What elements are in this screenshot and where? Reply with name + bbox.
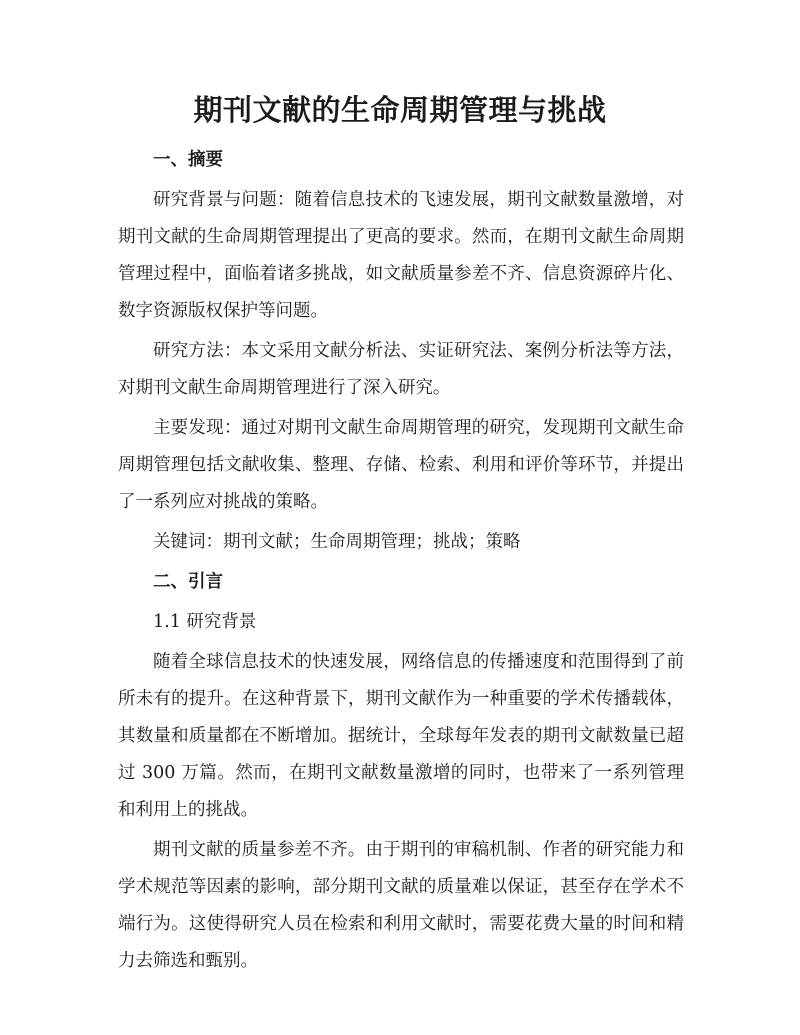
intro-paragraph-1: 随着全球信息技术的快速发展，网络信息的传播速度和范围得到了前所未有的提升。在这种背景下，期刊文献作为一种重要的学术传播载体，其数量和质量都在不断增加。据统计，全球每年发表的期刊文献数量已超过 300 万篇。然而，在期刊文献数量激增的同时，也带来了一系列管理和利用上的挑战。	[118, 652, 684, 820]
document-title: 期刊文献的生命周期管理与挑战	[193, 93, 607, 127]
intro-paragraph-2: 期刊文献的质量参差不齐。由于期刊的审稿机制、作者的研究能力和学术规范等因素的影响，部分期刊文献的质量难以保证，甚至存在学术不端行为。这使得研究人员在检索和利用文献时，需要花费大量的时间和精力去筛选和甄别。	[118, 840, 684, 971]
abstract-background-paragraph: 研究背景与问题：随着信息技术的飞速发展，期刊文献数量激增，对期刊文献的生命周期管理提出了更高的要求。然而，在期刊文献生命周期管理过程中，面临着诸多挑战，如文献质量参差不齐、信息资源碎片化、数字资源版权保护等问题。	[118, 190, 684, 321]
introduction-heading: 二、引言	[153, 572, 223, 592]
research-background-subheading: 1.1 研究背景	[153, 612, 257, 632]
document-body	[118, 142, 684, 980]
abstract-findings-paragraph: 主要发现：通过对期刊文献生命周期管理的研究，发现期刊文献生命周期管理包括文献收集、整理、存储、检索、利用和评价等环节，并提出了一系列应对挑战的策略。	[118, 418, 684, 512]
abstract-methods-paragraph: 研究方法：本文采用文献分析法、实证研究法、案例分析法等方法，对期刊文献生命周期管理进行了深入研究。	[118, 341, 684, 398]
abstract-heading: 一、摘要	[153, 150, 223, 170]
keywords-line: 关键词：期刊文献；生命周期管理；挑战；策略	[153, 532, 521, 552]
